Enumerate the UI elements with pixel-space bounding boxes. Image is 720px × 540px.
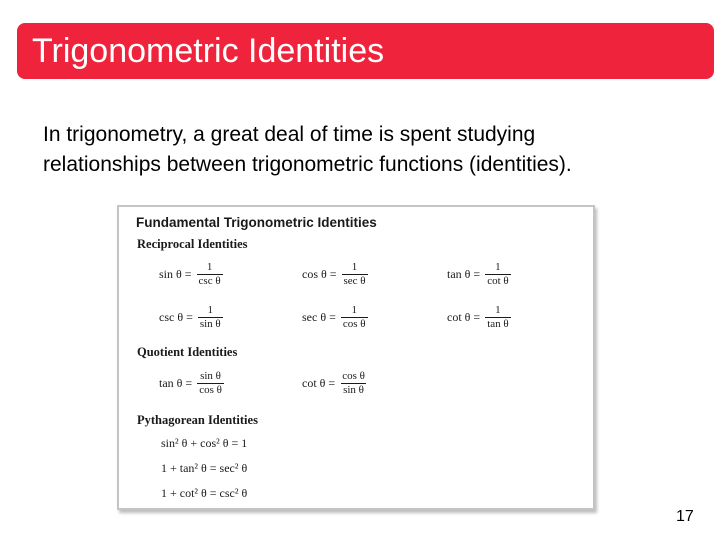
identity-pythagorean-1: sin² θ + cos² θ = 1 bbox=[161, 436, 248, 450]
numerator: 1 bbox=[495, 304, 501, 316]
identity-csc-reciprocal bbox=[159, 304, 223, 331]
identity-lhs: cot θ = bbox=[302, 376, 336, 390]
identity-cot-reciprocal bbox=[447, 304, 511, 331]
slide-title: Trigonometric Identities bbox=[32, 32, 385, 70]
pythagorean-heading: Pythagorean Identities bbox=[137, 413, 258, 427]
quotient-heading: Quotient Identities bbox=[137, 345, 238, 359]
fraction bbox=[198, 304, 223, 331]
denominator: cot θ bbox=[487, 275, 509, 287]
numerator: 1 bbox=[207, 304, 214, 316]
fraction bbox=[342, 261, 368, 288]
intro-text bbox=[43, 120, 693, 180]
identity-lhs: cot θ = bbox=[447, 310, 481, 324]
numerator: 1 bbox=[351, 304, 357, 316]
intro-line-2: relationships between trigonometric functions (identities). bbox=[43, 153, 572, 176]
identities-figure bbox=[117, 205, 595, 510]
reciprocal-heading: Reciprocal Identities bbox=[137, 237, 248, 251]
denominator: sin θ bbox=[343, 384, 364, 396]
identity-sec-reciprocal bbox=[302, 304, 368, 331]
fraction bbox=[485, 261, 510, 288]
identity-lhs: tan θ = bbox=[447, 267, 481, 281]
identity-lhs: sec θ = bbox=[302, 310, 336, 324]
title-bar bbox=[17, 23, 714, 79]
identity-lhs: sin θ = bbox=[159, 267, 192, 281]
fraction bbox=[340, 370, 367, 397]
fraction bbox=[341, 304, 368, 331]
identity-lhs: cos θ = bbox=[302, 267, 337, 281]
numerator: sin θ bbox=[200, 370, 221, 382]
denominator: tan θ bbox=[487, 318, 509, 330]
identity-pythagorean-2: 1 + tan² θ = sec² θ bbox=[161, 461, 248, 475]
fraction bbox=[197, 370, 224, 397]
identity-lhs: csc θ = bbox=[159, 310, 193, 324]
identity-cot-quotient bbox=[302, 370, 367, 397]
identity-sin-reciprocal bbox=[159, 261, 223, 288]
identity-lhs: tan θ = bbox=[159, 376, 193, 390]
page-number: 17 bbox=[676, 508, 694, 525]
identity-tan-reciprocal bbox=[447, 261, 511, 288]
numerator: cos θ bbox=[342, 370, 365, 382]
fraction bbox=[197, 261, 223, 288]
identity-cos-reciprocal bbox=[302, 261, 368, 288]
denominator: sin θ bbox=[199, 318, 221, 330]
numerator: 1 bbox=[495, 261, 501, 273]
numerator: 1 bbox=[206, 261, 213, 273]
denominator: csc θ bbox=[198, 275, 221, 287]
denominator: sec θ bbox=[343, 275, 366, 287]
figure-title: Fundamental Trigonometric Identities bbox=[136, 215, 377, 230]
numerator: 1 bbox=[351, 261, 358, 273]
intro-line-1: In trigonometry, a great deal of time is spent studying bbox=[43, 123, 536, 146]
identity-pythagorean-3: 1 + cot² θ = csc² θ bbox=[161, 486, 248, 500]
fraction bbox=[485, 304, 510, 331]
denominator: cos θ bbox=[199, 384, 222, 396]
denominator: cos θ bbox=[342, 318, 366, 330]
identity-tan-quotient bbox=[159, 370, 224, 397]
